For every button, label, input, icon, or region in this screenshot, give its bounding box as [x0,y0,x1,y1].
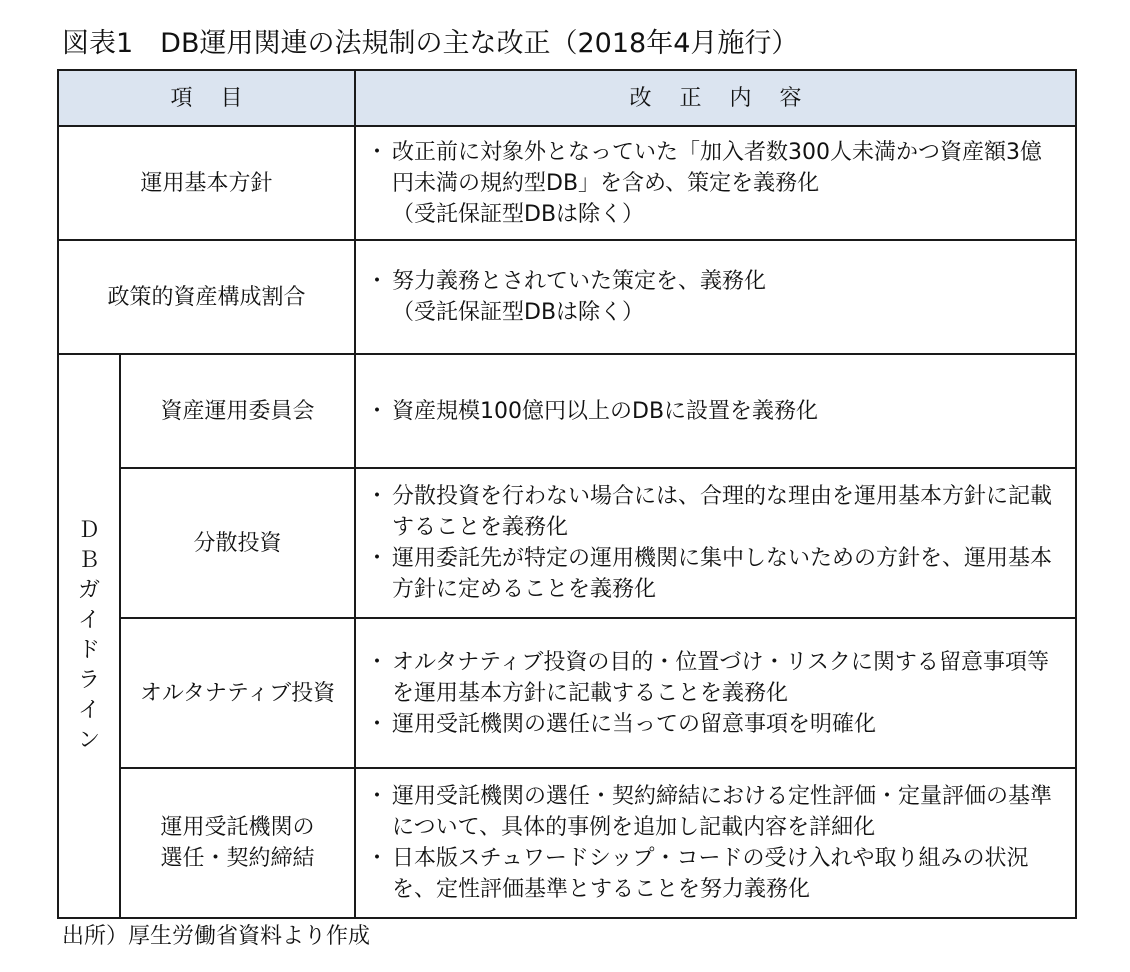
regulation-table [57,69,1077,919]
bullet-item [366,481,1063,543]
bullet-mark: ・ [366,139,389,165]
header-item: 項目 [58,70,355,126]
bullet-text: 運用受託機関の選任に当っての留意事項を明確化 [392,711,877,737]
item-cell: 資産運用委員会 [120,354,355,468]
bullet-text: 改正前に対象外となっていた「加入者数300人未満かつ資産額3億円未満の規約型DB」を含め、策定を義務化 [392,139,1043,196]
bullet-item [366,781,1063,843]
group-label-char: Ｂ [77,548,100,573]
content-cell [355,126,1076,240]
table-row [58,618,1076,768]
bullet-mark: ・ [366,846,389,871]
group-label-char: ド [77,638,100,663]
bullet-item [366,396,1063,427]
item-cell: 分散投資 [120,468,355,618]
table-row [58,240,1076,354]
group-label-char: ン [77,728,100,753]
content-cell [355,768,1076,918]
note-text: （受託保証型DBは除く） [392,201,645,227]
bullet-text: 分散投資を行わない場合には、合理的な理由を運用基本方針に記載することを義務化 [392,484,1053,540]
item-line: 選任・契約締結 [160,846,315,871]
item-cell [120,768,355,918]
item-cell: オルタナティブ投資 [120,618,355,768]
bullet-item [366,543,1063,605]
group-label-char: Ｄ [77,518,100,543]
bullet-text: 日本版スチュワードシップ・コードの受け入れや取り組みの状況を、定性評価基準とすることを努力義務化 [392,846,1029,902]
figure-title: 図表1 DB運用関連の法規制の主な改正（2018年4月施行） [62,28,799,59]
table-row [58,354,1076,468]
bullet-item [366,709,1063,740]
table-row [58,768,1076,918]
note-text: （受託保証型DBは除く） [392,300,645,325]
bullet-mark: ・ [366,711,389,737]
bullet-item [366,137,1063,199]
content-cell [355,468,1076,618]
group-label-char: イ [77,608,100,633]
table-header-row [58,70,1076,126]
bullet-text: 運用受託機関の選任・契約締結における定性評価・定量評価の基準について、具体的事例を追加し記載内容を詳細化 [392,784,1053,840]
item-cell: 運用基本方針 [58,126,355,240]
bullet-mark: ・ [366,649,389,675]
table-row [58,468,1076,618]
group-label-char: ガ [77,578,100,603]
bullet-text: オルタナティブ投資の目的・位置づけ・リスクに関する留意事項等を運用基本方針に記載することを義務化 [392,649,1049,706]
bullet-text: 努力義務とされていた策定を、義務化 [392,269,767,294]
bullet-text: 運用委託先が特定の運用機関に集中しないための方針を、運用基本方針に定めることを義務化 [392,546,1053,602]
content-cell [355,240,1076,354]
item-cell: 政策的資産構成割合 [58,240,355,354]
table-row [58,126,1076,240]
item-line: 運用受託機関の [160,815,315,840]
group-label-db-guideline [58,354,120,918]
bullet-item [366,266,1063,297]
content-cell [355,618,1076,768]
bullet-text: 資産規模100億円以上のDBに設置を義務化 [392,398,819,424]
group-label-char: ラ [77,668,100,693]
bullet-mark: ・ [366,269,389,294]
bullet-mark: ・ [366,784,389,809]
bullet-mark: ・ [366,398,389,424]
source-note: 出所）厚生労働省資料より作成 [62,924,371,949]
group-label-char: イ [77,698,100,723]
bullet-item [366,843,1063,905]
bullet-item [366,647,1063,709]
header-content: 改正内容 [355,70,1076,126]
content-cell [355,354,1076,468]
bullet-mark: ・ [366,484,389,509]
bullet-mark: ・ [366,546,389,571]
